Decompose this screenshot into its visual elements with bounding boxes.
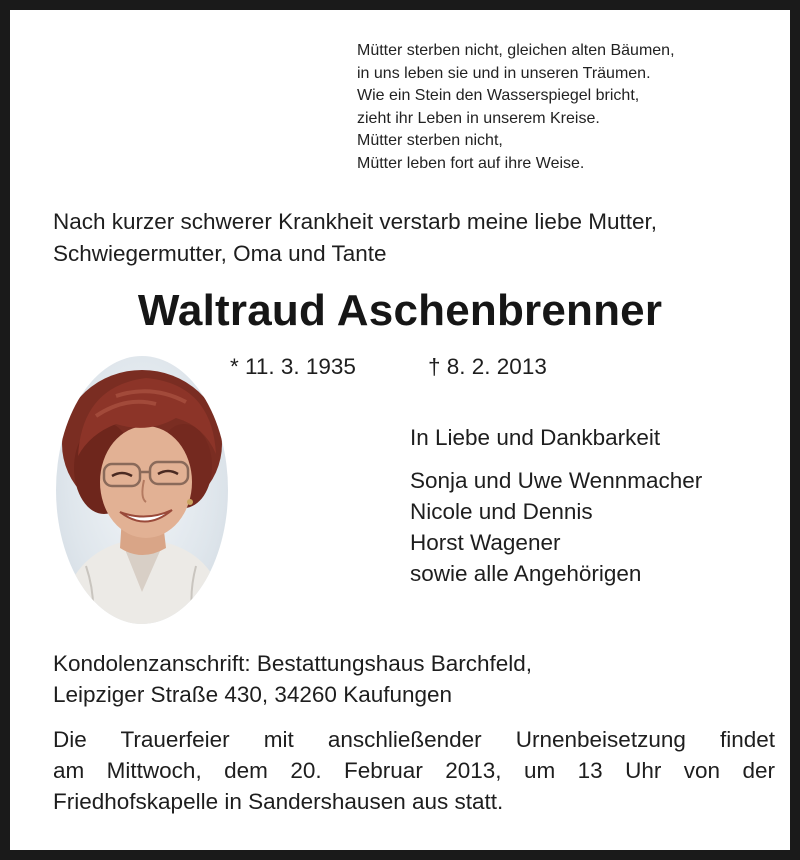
mourner-name: Horst Wagener — [410, 530, 561, 555]
announcement-line: Nach kurzer schwerer Krankheit verstarb meine liebe Mutter, — [53, 209, 657, 234]
ceremony-line: am Mittwoch, dem 20. Februar 2013, um 13 Uhr von der — [53, 758, 775, 783]
poem-line: in uns leben sie und in unseren Träumen. — [357, 64, 651, 82]
birth-date: * 11. 3. 1935 — [230, 354, 356, 379]
deceased-name: Waltraud Aschenbrenner — [137, 286, 663, 335]
ceremony-line: Die Trauerfeier mit anschließender Urnenbeisetzung findet — [53, 727, 775, 752]
mourner-name: Nicole und Dennis — [410, 499, 593, 524]
thanks-line: In Liebe und Dankbarkeit — [410, 425, 661, 450]
mourner-name: Sonja und Uwe Wennmacher — [410, 468, 703, 493]
poem-line: Wie ein Stein den Wasserspiegel bricht, — [357, 87, 640, 104]
obituary-notice — [10, 10, 790, 850]
condolence-line: Leipziger Straße 430, 34260 Kaufungen — [53, 682, 453, 707]
mourner-name: sowie alle Angehörigen — [410, 561, 642, 586]
announcement-line: Schwiegermutter, Oma und Tante — [53, 241, 387, 266]
portrait-illustration — [56, 356, 228, 624]
poem-line: Mütter leben fort auf ihre Weise. — [357, 154, 585, 172]
funeral-service-info — [53, 724, 775, 817]
portrait-photo — [56, 356, 228, 624]
poem-line: Mütter sterben nicht, — [357, 132, 503, 149]
death-date: † 8. 2. 2013 — [428, 354, 547, 379]
poem-line: zieht ihr Leben in unserem Kreise. — [357, 109, 600, 127]
poem-line: Mütter sterben nicht, gleichen alten Bäumen, — [357, 42, 675, 59]
ceremony-line: Friedhofskapelle in Sandershausen aus statt. — [53, 789, 504, 814]
memorial-poem — [357, 40, 675, 175]
condolence-line: Kondolenzanschrift: Bestattungshaus Barchfeld, — [53, 651, 533, 676]
mourners-block — [410, 422, 702, 589]
death-announcement — [53, 206, 773, 270]
condolence-address — [53, 648, 532, 710]
